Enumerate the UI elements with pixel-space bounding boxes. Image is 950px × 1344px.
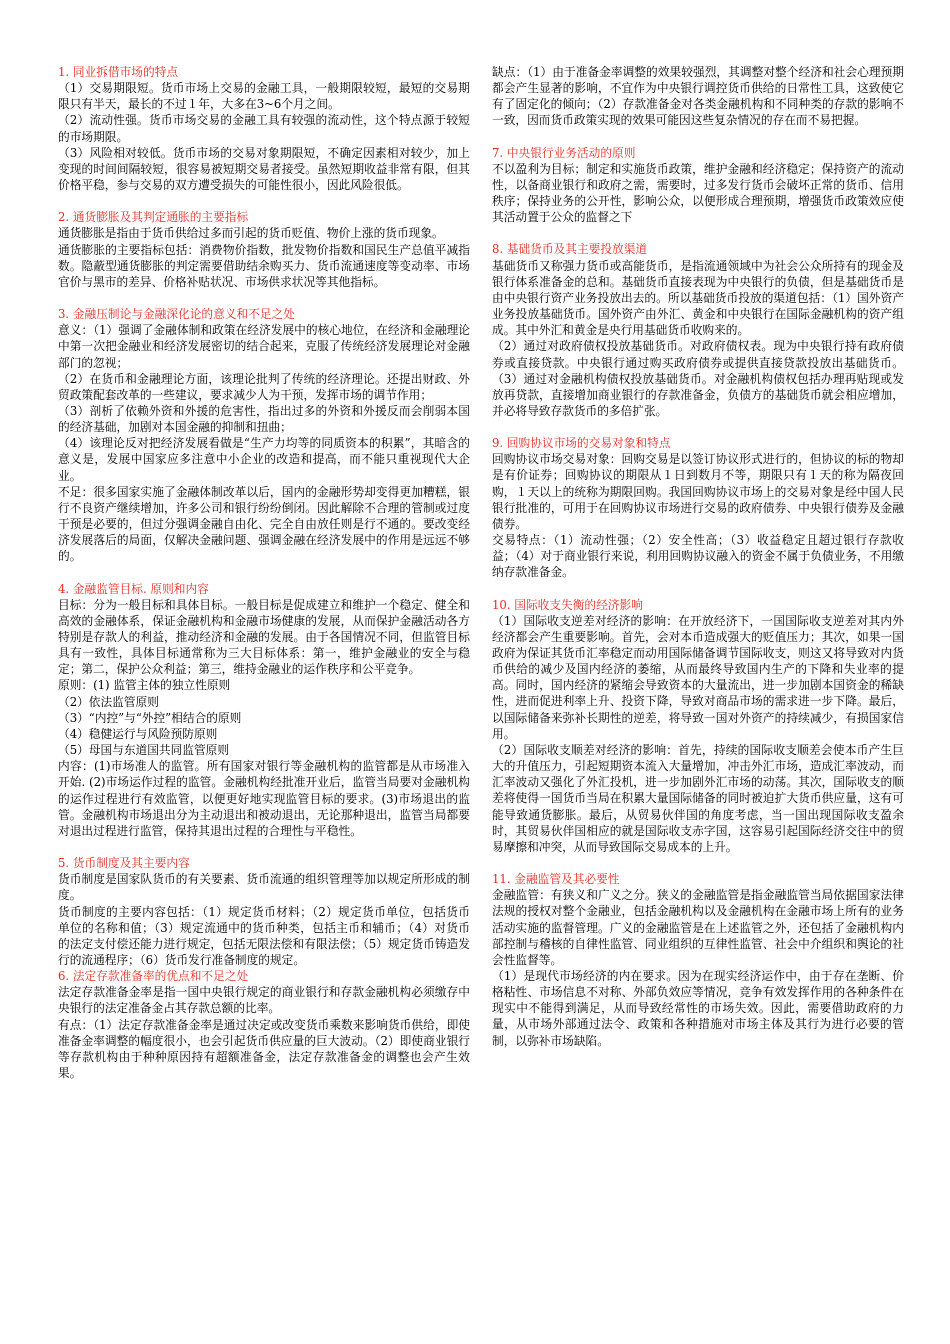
section	[58, 64, 470, 193]
section	[492, 64, 904, 129]
paragraph: （2）通过对政府债权投放基础货币。对政府债权表。现为中央银行持有政府债券或直接贷款。中央银行通过购买政府债券或提供直接贷款投放出基础货币。（3）通过对金融机构债权投放基础货币。对金融机构债权包括办理再贴现或发放再贷款，直接增加商业银行的存款准备金，负债方的基础货币就会相应增加，并必将导致存款货币的多倍扩张。	[492, 339, 904, 418]
paragraph: （2）依法监管原则	[58, 694, 159, 709]
section	[58, 306, 470, 565]
paragraph: （2）国际收支顺差对经济的影响：首先，持续的国际收支顺差会使本币产生巨大的升值压力，引起短期资本流入大量增加，冲击外汇市场，造成汇率波动，而汇率波动又强化了外汇投机，进一步加剧外汇市场的动荡。其次，国际收支的顺差将使得一国货币当局在积累大量国际储备的同时被迫扩大货币供应量，这有可能导致通货膨胀。最后，从贸易伙伴国的角度考虑，当一国出现国际收支盈余时，其贸易伙伴国相应的就是国际收支赤字国，这容易引起国际经济交往中的贸易摩擦和冲突，从而导致国际交易成本的上升。	[492, 742, 904, 854]
paragraph: 目标：分为一般目标和具体目标。一般目标是促成建立和维护一个稳定、健全和高效的金融体系，保证金融机构和金融市场健康的发展，从而保护金融活动各方特别是存款人的利益，推动经济和金融的发展。由于各国情况不同，但监管目标具有一致性，具体目标通常称为三大目标体系：第一，维护金融业的安全与稳定；第二，保护公众利益；第三，维持金融业的运作秩序和公平竞争。	[58, 597, 470, 677]
paragraph: （5）母国与东道国共同监管原则	[58, 743, 230, 758]
paragraph: （3）“内控”与“外控”相结合的原则	[58, 710, 242, 725]
section-heading: 11. 金融监管及其必要性	[492, 872, 620, 887]
paragraph: 不以盈利为目标；制定和实施货币政策，维护金融和经济稳定；保持资产的流动性，以备商业银行和政府之需，需要时，过多发行货币会破坏正常的货币、信用秩序；保持业务的公开性，影响公众，以便形成合理预期，增强货币政策效应使其活动置于公众的监督之下	[492, 161, 904, 225]
section-heading: 4. 金融监管目标. 原则和内容	[58, 581, 209, 596]
section	[492, 435, 904, 580]
section-heading: 3. 金融压制论与金融深化论的意义和不足之处	[58, 307, 295, 322]
section-heading: 1. 同业拆借市场的特点	[58, 65, 179, 79]
section-heading: 8. 基础货币及其主要投放渠道	[492, 242, 648, 257]
paragraph: 意义：（1）强调了金融体制和政策在经济发展中的核心地位，在经济和金融理论中第一次把金融业和经济发展密切的结合起来，克服了传统经济发展理论对金融部门的忽视；	[58, 323, 470, 370]
section-heading: 6. 法定存款准备率的优点和不足之处	[58, 969, 249, 984]
paragraph: （1）是现代市场经济的内在要求。因为在现实经济运作中，由于存在垄断、价格粘性、市场信息不对称、外部负效应等情况，竞争有效发挥作用的各种条件在现实中不能得到满足，从而导致经常性的市场失效。因此，需要借助政府的力量，从市场外部通过法令、政策和各种措施对市场主体及其行为进行必要的管制，以弥补市场缺陷。	[492, 968, 904, 1048]
section-heading: 10. 国际收支失衡的经济影响	[492, 597, 643, 612]
paragraph: 内容：(1)市场准人的监管。所有国家对银行等金融机构的监管都是从市场准入开始. (2)市场运作过程的监管。金融机构经批准开业后，监管当局要对金融机构的运作过程进行有效监管，以便更好地实现监管目标的要求。(3)市场退出的监管。金融机构市场退出分为主动退出和被动退出，无论那种退出，监管当局都要对退出过程进行监管，保持其退出过程的合理性与平稳性。	[58, 759, 470, 838]
paragraph: （3）剖析了依赖外资和外援的危害性，指出过多的外资和外援反而会削弱本国的经济基础，加剧对本国金融的抑制和扭曲；	[58, 403, 470, 435]
paragraph: 货币制度的主要内容包括：（1）规定货币材料；（2）规定货币单位，包括货币单位的名称和值；（3）规定流通中的货币种类，包括主币和辅币；（4）对货币的法定支付偿还能力进行规定，包括无限法偿和有限法偿；（5）规定货币铸造发行的流通程序；（6）货币发行准备制度的规定。	[58, 904, 470, 967]
paragraph: 通货膨胀的主要指标包括：消费物价指数，批发物价指数和国民生产总值平减指数。隐蔽型通货膨胀的判定需要借助结余购买力、货币流通速度等变动率、市场官价与黑市的差异、价格补贴状况、市场供求状况等其他指标。	[58, 242, 470, 289]
paragraph: 回购协议市场交易对象：回购交易是以签订协议形式进行的，但协议的标的物却是有价证券；回购协议的期限从１日到数月不等，期限只有１天的称为隔夜回购，１天以上的统称为期限回购。我国回购协议市场上的交易对象是经中国人民银行批准的，可用于在回购协议市场进行交易的政府债券、中央银行债券及金融债券。	[492, 452, 904, 531]
section	[58, 209, 470, 290]
paragraph: （2）流动性强。货币市场交易的金融工具有较强的流动性，这个特点源于较短的市场期限。	[58, 113, 470, 144]
section	[492, 241, 904, 419]
section	[58, 968, 470, 1081]
section-heading: 7. 中央银行业务活动的原则	[492, 145, 636, 160]
paragraph: 不足：很多国家实施了金融体制改革以后，国内的金融形势却变得更加糟糕，银行不良资产继续增加，许多公司和银行纷纷倒闭。因此解除不合理的管制或过度干预是必要的，但过分强调金融自由化、完全自由放任则是行不通的。要改变经济发展落后的局面，仅解决金融问题、强调金融在经济发展中的作用是远远不够的。	[58, 484, 470, 564]
paragraph: （3）风险相对较低。货币市场的交易对象期限短，不确定因素相对较少，加上变现的时间间隔较短，很容易被短期交易者接受。虽然短期收益非常有限，但其价格平稳，参与交易的双方遭受损失的可能性很小，因此风险很低。	[58, 145, 470, 193]
paragraph: 交易特点：（1）流动性强；（2）安全性高；（3）收益稳定且超过银行存款收益；（4）对于商业银行来说，利用回购协议融入的资金不属于负债业务，不用缴纳存款准备金。	[492, 533, 904, 580]
paragraph: 法定存款准备金率是指一国中央银行规定的商业银行和存款金融机构必须缴存中央银行的法定准备金占其存款总额的比率。	[58, 985, 470, 1016]
paragraph: （1）交易期限短。货币市场上交易的金融工具，一般期限较短，最短的交易期限只有半天，最长的不过１年，大多在3~6个月之间。	[58, 81, 470, 112]
section	[492, 871, 904, 1049]
paragraph: 货币制度是国家队货币的有关要素、货币流通的组织管理等加以规定所形成的制度。	[58, 872, 470, 903]
section	[492, 597, 904, 856]
right-column	[492, 64, 904, 1065]
paragraph: 基础货币又称强力货币或高能货币，是指流通领域中为社会公众所持有的现金及银行体系准备金的总和。基础货币直接表现为中央银行的负债，但是基础货币是由中央银行资产业务投放出去的。所以基础货币投放的渠道包括：（1）国外资产业务投放基础货币。国外资产由外汇、黄金和中央银行在国际金融机构的资产组成。其中外汇和黄金是央行用基础货币收购来的。	[492, 258, 904, 338]
paragraph: （4）该理论反对把经济发展看做是“生产力均等的同质资本的积累”，其暗含的意义是，发展中国家应多注意中小企业的改造和提高，而不能只重视现代大企业。	[58, 436, 470, 483]
paragraph: （1）国际收支逆差对经济的影响：在开放经济下，一国国际收支逆差对其内外经济都会产生重要影响。首先，会对本币造成强大的贬值压力；其次，如果一国政府为保证其货币汇率稳定而动用国际储备调节国际收支，则这又将导致对内货币供给的减少及国内经济的萎缩，从而最终导致国内生产的下降和失业率的提高。同时，国内经济的紧缩会导致资本的大量流出，进一步加剧本国资金的稀缺性，进而促进利率上升、投资下降，导致对商品市场的需求进一步下降。最后，以国际储备来弥补长期性的逆差，将导致一国对外资产的持续减少，有损国家信用。	[492, 613, 904, 741]
paragraph: 通货膨胀是指由于货币供给过多而引起的货币贬值、物价上涨的货币现象。	[58, 226, 444, 241]
paragraph: 缺点：（1）由于准备金率调整的效果较强烈，其调整对整个经济和社会心理预期都会产生显著的影响，不宜作为中央银行调控货币供给的日常性工具，这致使它有了固定化的倾向；（2）存款准备金对各类金融机构和不同种类的存款的影响不一致，因而货币政策实现的效果可能因这些复杂情况的存在而不易把握。	[492, 65, 904, 128]
paragraph: 原则：(1) 监管主体的独立性原则	[58, 678, 231, 693]
paragraph: （2）在货币和金融理论方面，该理论批判了传统的经济理论。还提出财政、外贸政策配套改革的一些建议，要求减少人为干预，发挥市场的调节作用；	[58, 371, 470, 402]
section	[58, 855, 470, 968]
paragraph: （4）稳健运行与风险预防原则	[58, 726, 218, 741]
paragraph: 有点：（1）法定存款准备金率是通过决定或改变货币乘数来影响货币供给，即使准备金率调整的幅度很小，也会引起货币供应量的巨大波动。（2）即使商业银行等存款机构由于种种原因持有超额准备金，法定存款准备金的调整也会产生效果。	[58, 1017, 470, 1081]
section-heading: 5. 货币制度及其主要内容	[58, 856, 190, 871]
section	[492, 145, 904, 226]
section	[58, 581, 470, 840]
left-column	[58, 64, 470, 1097]
paragraph: 金融监管：有狭义和广义之分。狭义的金融监管是指金融监管当局依据国家法律法规的授权对整个金融业，包括金融机构以及金融机构在金融市场上所有的业务活动实施的监督管理。广义的金融监管是在上述监管之外，还包括了金融机构内部控制与稽核的自律性监管、同业组织的互律性监管、社会中介组织和舆论的社会性监督等。	[492, 888, 904, 967]
section-heading: 2. 通货膨胀及其判定通胀的主要指标	[58, 210, 249, 225]
section-heading: 9. 回购协议市场的交易对象和特点	[492, 436, 671, 451]
